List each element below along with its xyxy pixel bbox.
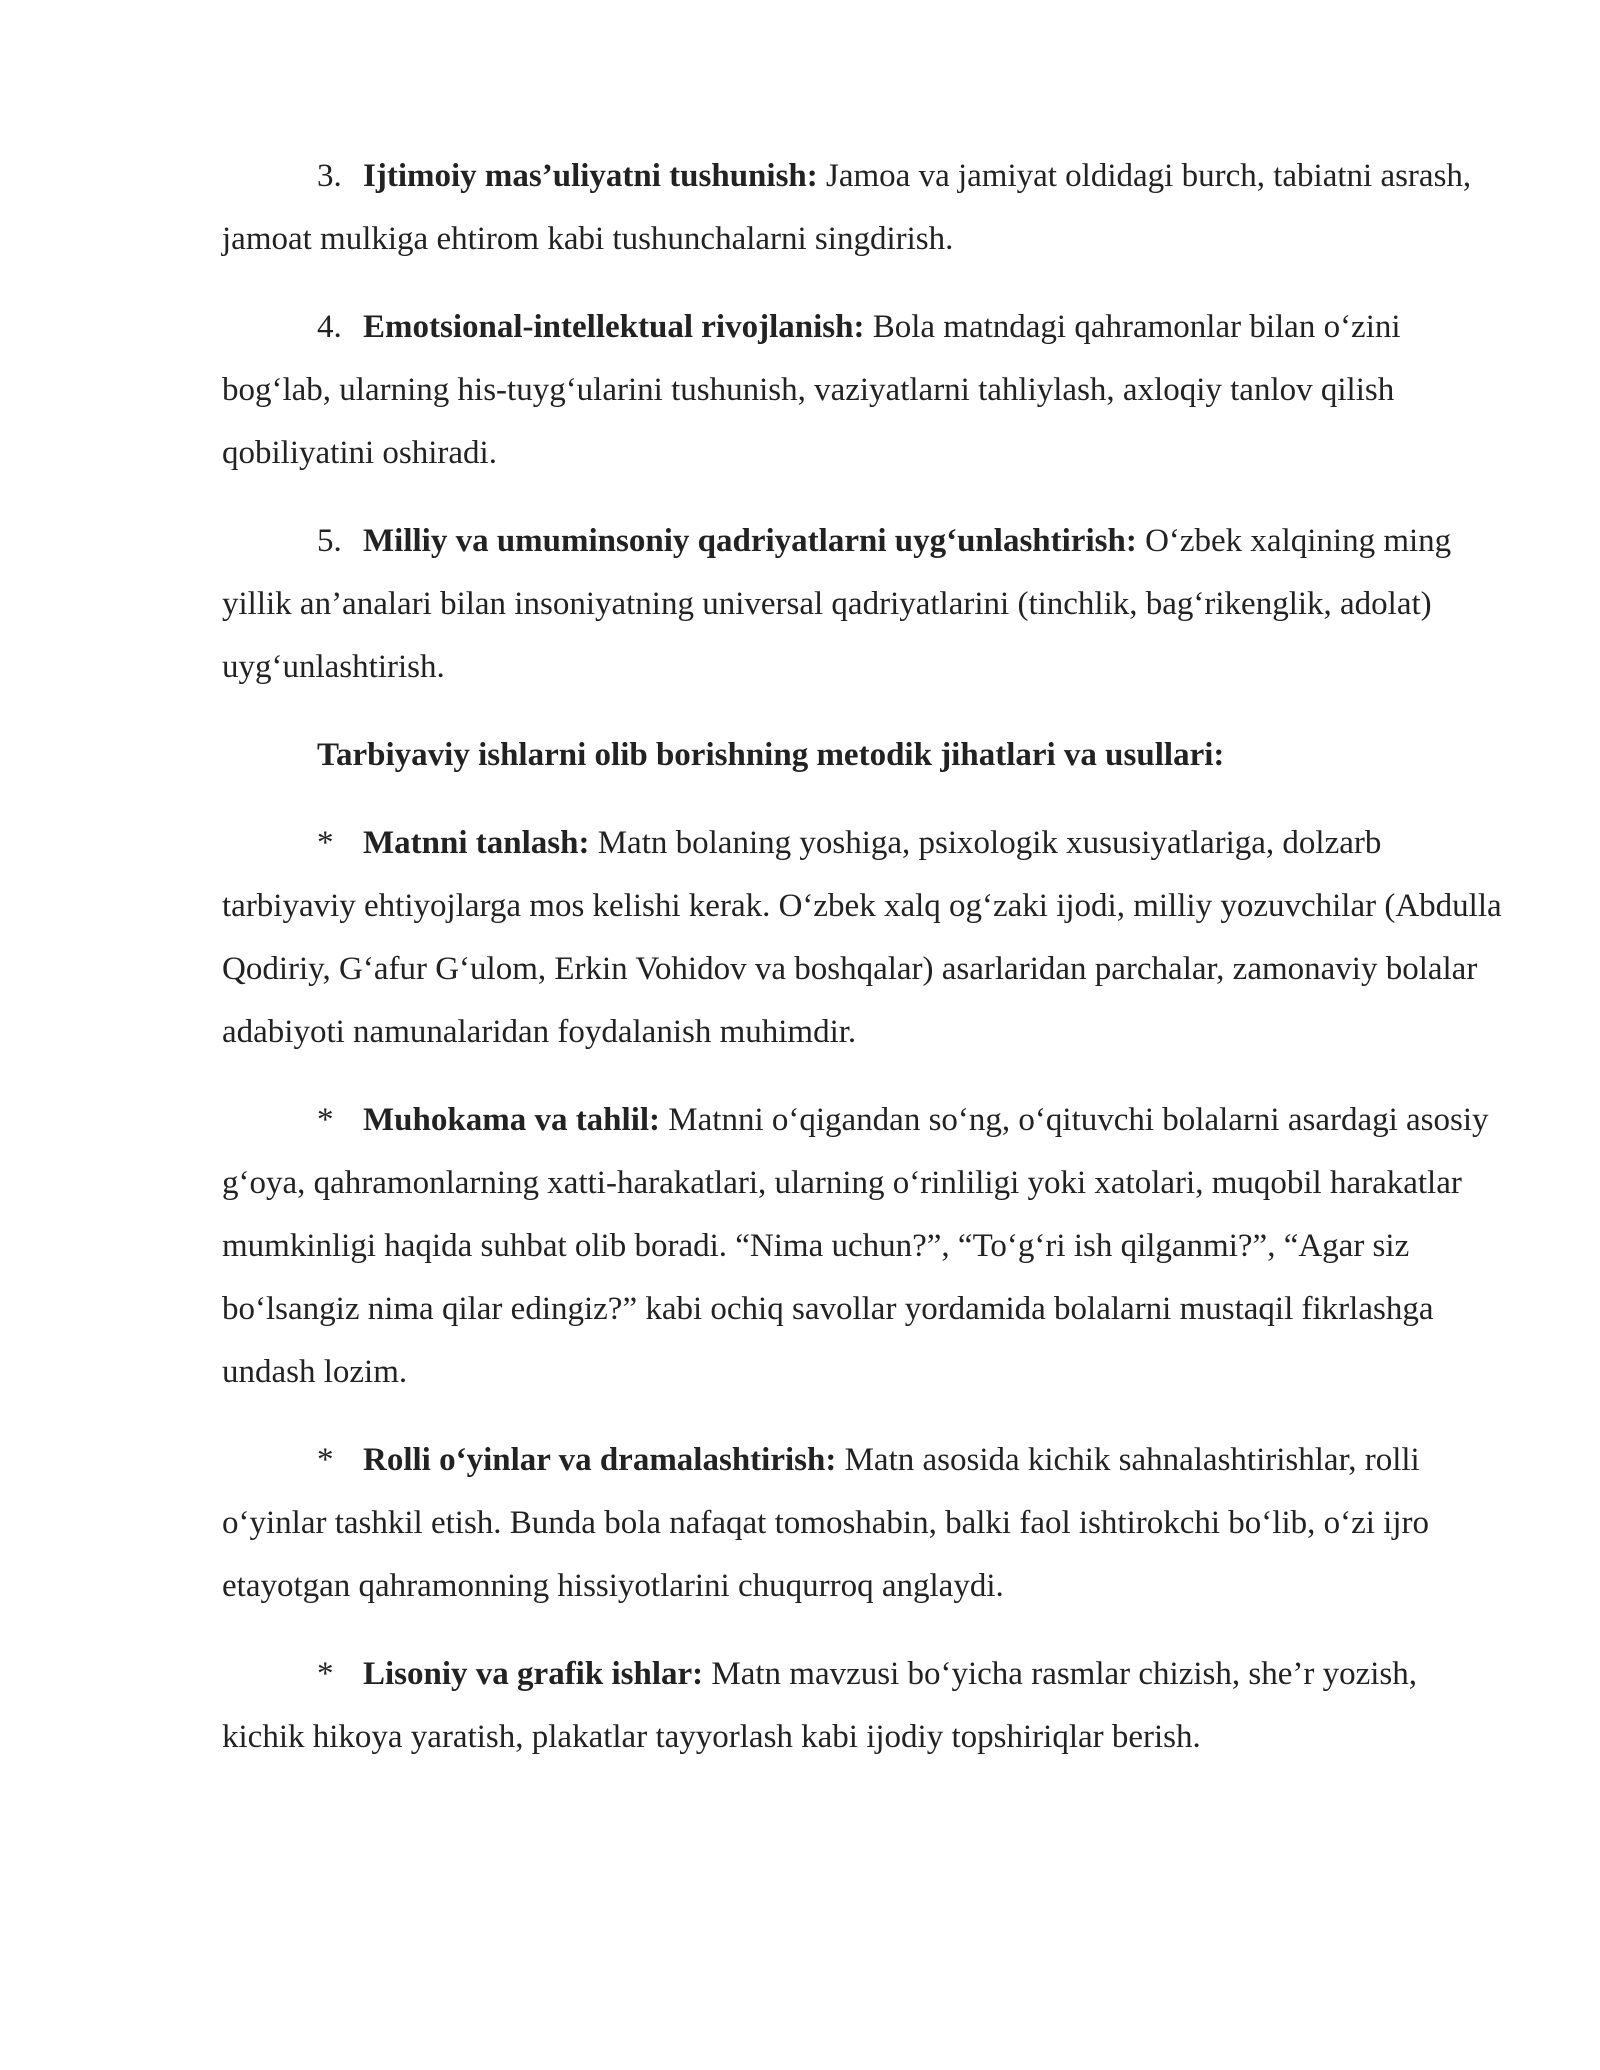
method-text: Matn mavzusi bo‘yicha rasmlar chizish, she’r yozish, kichik hikoya yaratish, plakatlar tayyorlash kabi ijodiy topshiriqlar berish. [222, 1656, 1418, 1755]
list-item-4 [222, 296, 1502, 485]
method-item-text-selection [222, 812, 1502, 1064]
method-title: Lisoniy va grafik ishlar: [363, 1656, 704, 1692]
item-title: Ijtimoiy mas’uliyatni tushunish: [363, 158, 818, 194]
bullet-marker: * [317, 825, 334, 861]
item-text: Bola matndagi qahramonlar bilan o‘zini bog‘lab, ularning his-tuyg‘ularini tushunish, vaziyatlarni tahliylash, axloqiy tanlov qilish qobiliyatini oshiradi. [222, 309, 1401, 471]
method-item-role-play [222, 1429, 1502, 1618]
list-item-3 [222, 145, 1502, 271]
method-item-discussion [222, 1089, 1502, 1404]
list-item-5 [222, 510, 1502, 699]
bullet-marker: * [317, 1442, 334, 1478]
method-text: Matn bolaning yoshiga, psixologik xususiyatlariga, dolzarb tarbiyaviy ehtiyojlarga mos kelishi kerak. O‘zbek xalq og‘zaki ijodi, milliy yozuvchilar (Abdulla Qodiriy, G‘afur G‘ulom, Erkin Vohidov va boshqalar) asarlaridan parchalar, zamonaviy bolalar adabiyoti namunalaridan foydalanish muhimdir. [222, 825, 1502, 1050]
method-title: Matnni tanlash: [363, 825, 590, 861]
method-item-creative-work [222, 1643, 1502, 1769]
bullet-marker: * [317, 1656, 334, 1692]
method-text: Matnni o‘qigandan so‘ng, o‘qituvchi bolalarni asardagi asosiy g‘oya, qahramonlarning xatti-harakatlari, ularning o‘rinliligi yoki xatolari, muqobil harakatlar mumkinligi haqida suhbat olib boradi. “Nima uchun?”, “To‘g‘ri ish qilganmi?”, “Agar siz bo‘lsangiz nima qilar edingiz?” kabi ochiq savollar yordamida bolalarni mustaqil fikrlashga undash lozim. [222, 1102, 1489, 1390]
list-marker: 5. [317, 523, 342, 559]
item-title: Emotsional-intellektual rivojlanish: [363, 309, 865, 345]
list-marker: 4. [317, 309, 342, 345]
bullet-marker: * [317, 1102, 334, 1138]
item-text: O‘zbek xalqining ming yillik an’analari bilan insoniyatning universal qadriyatlarini (tinchlik, bag‘rikenglik, adolat) uyg‘unlashtirish. [222, 523, 1452, 685]
item-text: Jamoa va jamiyat oldidagi burch, tabiatni asrash, jamoat mulkiga ehtirom kabi tushunchalarni singdirish. [222, 158, 1472, 257]
method-title: Muhokama va tahlil: [363, 1102, 661, 1138]
list-marker: 3. [317, 158, 342, 194]
method-text: Matn asosida kichik sahnalashtirishlar, rolli o‘yinlar tashkil etish. Bunda bola nafaqat tomoshabin, balki faol ishtirokchi bo‘lib, o‘zi ijro etayotgan qahramonning hissiyotlarini chuqurroq anglaydi. [222, 1442, 1429, 1604]
method-title: Rolli o‘yinlar va dramalashtirish: [363, 1442, 837, 1478]
section-heading: Tarbiyaviy ishlarni olib borishning metodik jihatlari va usullari: [317, 737, 1225, 773]
item-title: Milliy va umuminsoniy qadriyatlarni uyg‘unlashtirish: [363, 523, 1137, 559]
document-page [222, 145, 1502, 1794]
